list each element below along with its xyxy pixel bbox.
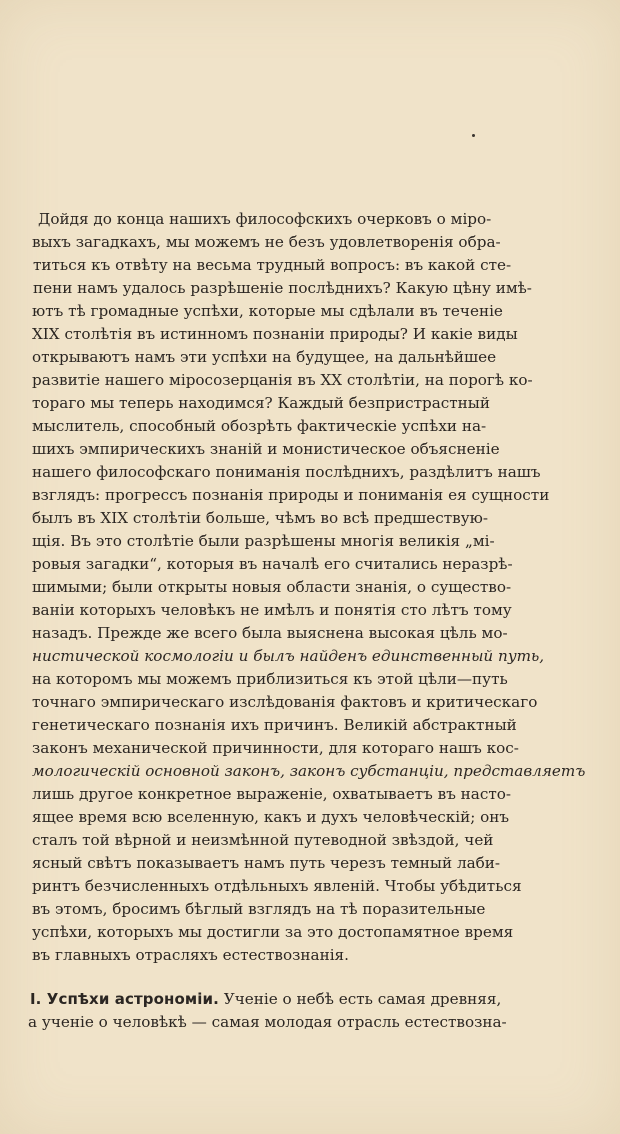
ink-speck xyxy=(472,134,475,137)
section-line-text: Ученіе о небѣ есть самая древняя, xyxy=(223,990,502,1008)
text-line: пени намъ удалось разрѣшеніе послѣднихъ? Какую цѣну имѣ- xyxy=(33,279,532,297)
text-line: ящее время всю вселенную, какъ и духъ человѣческій; онъ xyxy=(32,808,510,826)
text-line: шихъ эмпирическихъ знаній и монистическое объясненіе xyxy=(32,440,500,458)
text-line: сталъ той вѣрной и неизмѣнной путеводной звѣздой, чей xyxy=(32,831,494,849)
text-line: титься къ отвѣту на весьма трудный вопросъ: въ какой сте- xyxy=(33,256,512,274)
text-line: ютъ тѣ громадные успѣхи, которые мы сдѣлали въ теченіе xyxy=(32,302,503,320)
text-line: ринтъ безчисленныхъ отдѣльныхъ явленій. Чтобы убѣдиться xyxy=(32,877,522,895)
text-line: успѣхи, которыхъ мы достигли за это достопамятное время xyxy=(32,923,514,941)
text-line: ясный свѣтъ показываетъ намъ путь черезъ темный лаби- xyxy=(32,854,501,872)
text-line: генетическаго познанія ихъ причинъ. Великій абстрактный xyxy=(32,716,517,734)
text-line: XIX столѣтія въ истинномъ познаніи природы? И какіе виды xyxy=(32,325,518,343)
text-line: развитіе нашего міросозерцанія въ XX столѣтіи, на порогѣ ко- xyxy=(32,371,533,389)
text-line: а ученіе о человѣкѣ — самая молодая отрасль естествозна- xyxy=(28,1013,507,1031)
text-line: выхъ загадкахъ, мы можемъ не безъ удовлетворенія обра- xyxy=(32,233,501,251)
section-heading: I. Успѣхи астрономіи. xyxy=(30,990,219,1008)
text-line: нашего философскаго пониманія послѣднихъ, раздѣлитъ нашъ xyxy=(32,463,541,481)
text-line: на которомъ мы можемъ приблизиться къ этой цѣли—путь xyxy=(32,670,508,688)
section-first-line xyxy=(30,988,501,1011)
text-line: мыслитель, способный обозрѣть фактическіе успѣхи на- xyxy=(32,417,487,435)
text-line: ваніи которыхъ человѣкъ не имѣлъ и понятія сто лѣтъ тому xyxy=(32,601,512,619)
text-line: ровыя загадки“, которыя въ началѣ его считались неразрѣ- xyxy=(32,555,513,573)
text-line: лишь другое конкретное выраженіе, охватываетъ въ насто- xyxy=(32,785,512,803)
text-line: взглядъ: прогрессъ познанія природы и пониманія ея сущности xyxy=(32,486,550,504)
text-line: въ главныхъ отрасляхъ естествознанія. xyxy=(32,946,349,964)
text-line: назадъ. Прежде же всего была выяснена высокая цѣль мо- xyxy=(32,624,508,642)
text-line: открываютъ намъ эти успѣхи на будущее, на дальнѣйшее xyxy=(32,348,497,366)
text-line: шимыми; были открыты новыя области знанія, о существо- xyxy=(32,578,512,596)
text-line: тораго мы теперь находимся? Каждый безпристрастный xyxy=(32,394,491,412)
text-line: щія. Въ это столѣтіе были разрѣшены многія великія „мі- xyxy=(32,532,495,550)
text-line: точнаго эмпирическаго изслѣдованія фактовъ и критическаго xyxy=(32,693,538,711)
text-line: мологическій основной законъ, законъ субстанціи, представляетъ xyxy=(32,762,586,780)
text-line: былъ въ XIX столѣтіи больше, чѣмъ во всѣ предшествую- xyxy=(32,509,489,527)
text-line: Дойдя до конца нашихъ философскихъ очерковъ о міро- xyxy=(38,210,492,228)
text-line: законъ механической причинности, для котораго нашъ кос- xyxy=(32,739,519,757)
text-line: нистической космологіи и былъ найденъ единственный путь, xyxy=(32,647,545,665)
text-line: въ этомъ, бросимъ бѣглый взглядъ на тѣ поразительные xyxy=(32,900,486,918)
